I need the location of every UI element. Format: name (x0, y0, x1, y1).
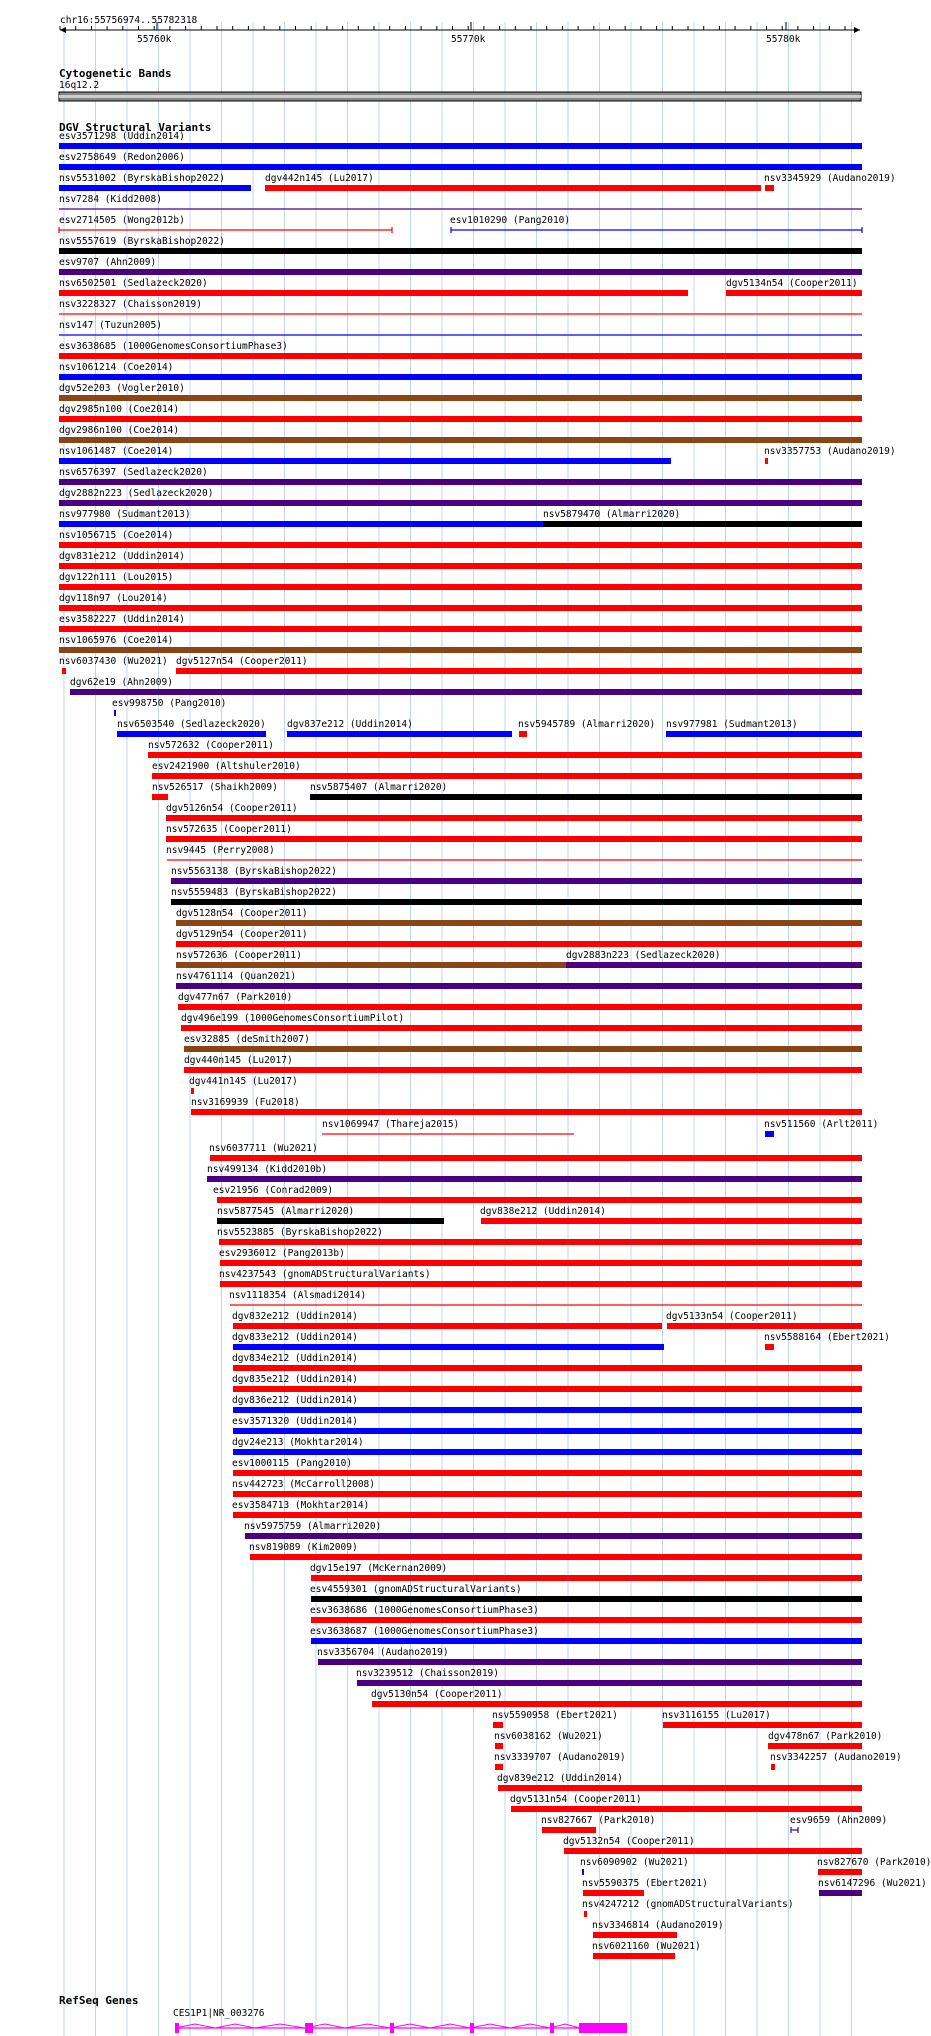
variant-bar[interactable] (217, 1197, 862, 1203)
variant-bar[interactable] (765, 1131, 774, 1137)
variant-label[interactable]: dgv441n145 (Lu2017) (189, 1076, 298, 1087)
variant-label[interactable]: dgv832e212 (Uddin2014) (232, 1311, 358, 1322)
variant-bar[interactable] (582, 1869, 584, 1875)
ruler-arrow-right (854, 27, 860, 33)
variant-label[interactable]: dgv835e212 (Uddin2014) (232, 1374, 358, 1385)
variant-bar[interactable] (542, 1827, 596, 1833)
variant-bar[interactable] (70, 689, 862, 695)
variant-bar[interactable] (311, 1596, 862, 1602)
variant-bar[interactable] (114, 710, 116, 716)
ruler-tick-label: 55770k (451, 34, 486, 45)
variant-bar[interactable] (171, 899, 862, 905)
variant-label[interactable]: esv3638687 (1000GenomesConsortiumPhase3) (310, 1626, 539, 1637)
variant-label[interactable]: dgv122n111 (Lou2015) (59, 572, 174, 583)
variant-label[interactable]: nsv511560 (Arlt2011) (764, 1119, 879, 1130)
dgv-title: DGV Structural Variants (59, 121, 212, 134)
ruler-arrow-left (60, 27, 66, 33)
variant-bar[interactable] (166, 815, 862, 821)
variant-label[interactable]: dgv477n67 (Park2010) (178, 992, 293, 1003)
variant-bar[interactable] (233, 1428, 862, 1434)
variant-label[interactable]: nsv3116155 (Lu2017) (662, 1710, 771, 1721)
variant-bar[interactable] (59, 374, 862, 380)
variant-bar[interactable] (233, 1407, 862, 1413)
variant-bar[interactable] (59, 626, 862, 632)
variant-bar[interactable] (233, 1323, 662, 1329)
variant-label[interactable]: dgv5127n54 (Cooper2011) (176, 656, 308, 667)
variant-label[interactable]: nsv1069947 (Thareja2015) (322, 1119, 460, 1130)
variant-label[interactable]: nsv3228327 (Chaisson2019) (59, 299, 202, 310)
variant-bar[interactable] (543, 521, 862, 527)
variant-bar[interactable] (59, 542, 862, 548)
variant-label[interactable]: dgv2985n100 (Coe2014) (59, 404, 180, 415)
variant-label[interactable]: esv3638685 (1000GenomesConsortiumPhase3) (59, 341, 288, 352)
gene-exon[interactable] (470, 2023, 474, 2033)
ruler-position: chr16:55756974..55782318 (60, 15, 198, 26)
variant-label[interactable]: nsv3356704 (Audano2019) (317, 1647, 449, 1658)
variant-bar[interactable] (584, 1911, 587, 1917)
variant-bar[interactable] (181, 1025, 862, 1031)
variant-bar[interactable] (62, 668, 66, 674)
variant-bar[interactable] (191, 1109, 862, 1115)
variant-label[interactable]: dgv5133n54 (Cooper2011) (666, 1311, 798, 1322)
variant-bar[interactable] (210, 1155, 862, 1161)
variant-label[interactable]: dgv5128n54 (Cooper2011) (176, 908, 308, 919)
variant-label[interactable]: nsv5875407 (Almarri2020) (310, 782, 448, 793)
variant-bar[interactable] (265, 185, 761, 191)
variant-bar[interactable] (59, 269, 862, 275)
variant-bar[interactable] (311, 1575, 862, 1581)
variant-bar[interactable] (771, 1764, 775, 1770)
variant-bar[interactable] (511, 1806, 862, 1812)
variant-bar[interactable] (178, 1004, 862, 1010)
variant-bar[interactable] (166, 836, 862, 842)
variant-label[interactable]: nsv1056715 (Coe2014) (59, 530, 174, 541)
variant-label[interactable]: nsv4761114 (Quan2021) (176, 971, 297, 982)
variant-label[interactable]: nsv3345929 (Audano2019) (764, 173, 896, 184)
variant-label[interactable]: nsv6502501 (Sedlazeck2020) (59, 278, 208, 289)
variant-bar[interactable] (245, 1533, 862, 1539)
variant-label[interactable]: nsv3357753 (Audano2019) (764, 446, 896, 457)
variant-label[interactable]: esv21956 (Conrad2009) (213, 1185, 334, 1196)
variant-label[interactable]: nsv4247212 (gnomADStructuralVariants) (582, 1899, 794, 1910)
variant-label[interactable]: dgv5129n54 (Cooper2011) (176, 929, 308, 940)
variant-bar[interactable] (59, 164, 862, 170)
variant-label[interactable]: nsv977981 (Sudmant2013) (666, 719, 798, 730)
variant-label[interactable]: esv2714505 (Wong2012b) (59, 215, 185, 226)
variant-label[interactable]: dgv478n67 (Park2010) (768, 1731, 883, 1742)
variant-label[interactable]: esv3571320 (Uddin2014) (232, 1416, 358, 1427)
variant-label[interactable]: dgv837e212 (Uddin2014) (287, 719, 413, 730)
gene-exon[interactable] (175, 2023, 179, 2033)
gene-exon[interactable] (579, 2023, 627, 2033)
variant-label[interactable]: nsv3342257 (Audano2019) (770, 1752, 902, 1763)
variant-label[interactable]: dgv496e199 (1000GenomesConsortiumPilot) (181, 1013, 405, 1024)
variant-label[interactable]: nsv827670 (Park2010) (817, 1857, 931, 1868)
variant-label[interactable]: nsv499134 (Kidd2010b) (207, 1164, 328, 1175)
gene-exon[interactable] (390, 2023, 394, 2033)
variant-bar[interactable] (220, 1281, 862, 1287)
variant-bar[interactable] (59, 353, 862, 359)
variant-bar[interactable] (311, 1617, 862, 1623)
variant-bar[interactable] (176, 983, 862, 989)
variant-label[interactable]: esv2758649 (Redon2006) (59, 152, 185, 163)
variant-bar[interactable] (495, 1764, 503, 1770)
variant-bar[interactable] (593, 1932, 677, 1938)
variant-label[interactable]: nsv5563138 (ByrskaBishop2022) (171, 866, 337, 877)
variant-label[interactable]: dgv24e213 (Mokhtar2014) (232, 1437, 364, 1448)
variant-bar[interactable] (191, 1088, 194, 1094)
variant-label[interactable]: nsv977980 (Sudmant2013) (59, 509, 191, 520)
variant-label[interactable]: nsv5877545 (Almarri2020) (217, 1206, 355, 1217)
variant-bar[interactable] (663, 1722, 862, 1728)
variant-bar[interactable] (493, 1722, 503, 1728)
variant-label[interactable]: nsv7284 (Kidd2008) (59, 194, 162, 205)
refseq-gene-label: CES1P1|NR_003276 (173, 2008, 265, 2019)
variant-bar[interactable] (498, 1785, 862, 1791)
refseq-title: RefSeq Genes (59, 1994, 139, 2007)
variant-label[interactable]: nsv6038162 (Wu2021) (494, 1731, 603, 1742)
variant-bar[interactable] (59, 500, 862, 506)
variant-label[interactable]: dgv5132n54 (Cooper2011) (563, 1836, 695, 1847)
gene-exon[interactable] (305, 2023, 313, 2033)
variant-label[interactable]: esv2936012 (Pang2013b) (219, 1248, 345, 1259)
variant-label[interactable]: nsv147 (Tuzun2005) (59, 320, 162, 331)
variant-bar[interactable] (59, 563, 862, 569)
variant-label[interactable]: nsv5945789 (Almarri2020) (518, 719, 656, 730)
variant-label[interactable]: dgv839e212 (Uddin2014) (497, 1773, 623, 1784)
cytoband-name: 16q12.2 (59, 80, 100, 91)
variant-label[interactable]: dgv62e19 (Ahn2009) (70, 677, 173, 688)
variant-bar[interactable] (220, 1260, 862, 1266)
variant-label[interactable]: esv9659 (Ahn2009) (790, 1815, 888, 1826)
variant-bar[interactable] (818, 1869, 862, 1875)
variant-label[interactable]: dgv831e212 (Uddin2014) (59, 551, 185, 562)
variant-label[interactable]: nsv1118354 (Alsmadi2014) (229, 1290, 367, 1301)
variant-bar[interactable] (666, 731, 862, 737)
variant-label[interactable]: esv3638686 (1000GenomesConsortiumPhase3) (310, 1605, 539, 1616)
variant-label[interactable]: nsv572636 (Cooper2011) (176, 950, 302, 961)
variant-label[interactable]: nsv5590375 (Ebert2021) (582, 1878, 708, 1889)
variant-bar[interactable] (171, 878, 862, 884)
variant-bar[interactable] (59, 605, 862, 611)
variant-bar[interactable] (59, 185, 251, 191)
variant-label[interactable]: dgv833e212 (Uddin2014) (232, 1332, 358, 1343)
variant-label[interactable]: nsv572632 (Cooper2011) (148, 740, 274, 751)
variant-label[interactable]: nsv5590958 (Ebert2021) (492, 1710, 618, 1721)
variant-label[interactable]: nsv6037711 (Wu2021) (209, 1143, 318, 1154)
variant-label[interactable]: esv2421900 (Altshuler2010) (152, 761, 301, 772)
variant-bar[interactable] (233, 1512, 862, 1518)
variant-bar[interactable] (768, 1743, 862, 1749)
variant-label[interactable]: nsv5523885 (ByrskaBishop2022) (217, 1227, 383, 1238)
variant-label[interactable]: esv3584713 (Mokhtar2014) (232, 1500, 370, 1511)
variant-bar[interactable] (59, 437, 862, 443)
variant-label[interactable]: nsv3169939 (Fu2018) (191, 1097, 300, 1108)
variant-bar[interactable] (593, 1953, 675, 1959)
variant-bar[interactable] (819, 1890, 862, 1896)
variant-label[interactable]: dgv5134n54 (Cooper2011) (726, 278, 858, 289)
variant-label[interactable]: esv3571298 (Uddin2014) (59, 131, 185, 142)
variant-label[interactable]: nsv6037430 (Wu2021) (59, 656, 168, 667)
variant-label[interactable]: nsv819089 (Kim2009) (249, 1542, 358, 1553)
variant-label[interactable]: dgv118n97 (Lou2014) (59, 593, 168, 604)
variant-label[interactable]: nsv6576397 (Sedlazeck2020) (59, 467, 208, 478)
variant-label[interactable]: esv998750 (Pang2010) (112, 698, 227, 709)
variant-label[interactable]: dgv15e197 (McKernan2009) (310, 1563, 448, 1574)
variant-bar[interactable] (59, 521, 543, 527)
variant-bar[interactable] (152, 794, 168, 800)
variant-label[interactable]: nsv4237543 (gnomADStructuralVariants) (219, 1269, 431, 1280)
variant-label[interactable]: nsv5531002 (ByrskaBishop2022) (59, 173, 225, 184)
variant-bar[interactable] (287, 731, 512, 737)
variant-bar[interactable] (310, 794, 862, 800)
variant-label[interactable]: nsv1061487 (Coe2014) (59, 446, 174, 457)
variant-label[interactable]: dgv5131n54 (Cooper2011) (510, 1794, 642, 1805)
variant-bar[interactable] (59, 647, 862, 653)
variant-bar[interactable] (176, 962, 566, 968)
variant-label[interactable]: dgv440n145 (Lu2017) (184, 1055, 293, 1066)
ruler-tick-label: 55760k (137, 34, 172, 45)
variant-label[interactable]: esv9707 (Ahn2009) (59, 257, 157, 268)
variant-bar[interactable] (233, 1344, 664, 1350)
variant-label[interactable]: nsv3339707 (Audano2019) (494, 1752, 626, 1763)
variant-bar[interactable] (233, 1365, 862, 1371)
variant-label[interactable]: nsv827667 (Park2010) (541, 1815, 656, 1826)
variant-bar[interactable] (152, 773, 862, 779)
variant-label[interactable]: dgv838e212 (Uddin2014) (480, 1206, 606, 1217)
variant-label[interactable]: nsv526517 (Shaikh2009) (152, 782, 278, 793)
variant-label[interactable]: dgv5130n54 (Cooper2011) (371, 1689, 503, 1700)
variant-label[interactable]: nsv572635 (Cooper2011) (166, 824, 292, 835)
variant-label[interactable]: nsv3346814 (Audano2019) (592, 1920, 724, 1931)
variant-bar[interactable] (481, 1218, 862, 1224)
variant-label[interactable]: esv32885 (deSmith2007) (184, 1034, 310, 1045)
variant-bar[interactable] (250, 1554, 862, 1560)
variant-label[interactable]: dgv834e212 (Uddin2014) (232, 1353, 358, 1364)
variant-bar[interactable] (667, 1323, 862, 1329)
variant-label[interactable]: dgv836e212 (Uddin2014) (232, 1395, 358, 1406)
variant-bar[interactable] (176, 668, 862, 674)
ruler-tick-label: 55780k (766, 34, 801, 45)
variant-bar[interactable] (207, 1176, 862, 1182)
variant-label[interactable]: dgv2882n223 (Sedlazeck2020) (59, 488, 214, 499)
variant-label[interactable]: nsv5559483 (ByrskaBishop2022) (171, 887, 337, 898)
variant-bar[interactable] (495, 1743, 503, 1749)
variant-label[interactable]: dgv2883n223 (Sedlazeck2020) (566, 950, 721, 961)
variant-bar[interactable] (357, 1680, 862, 1686)
variant-label[interactable]: esv1010290 (Pang2010) (450, 215, 571, 226)
variant-bar[interactable] (564, 1848, 862, 1854)
variant-bar[interactable] (184, 1046, 862, 1052)
variant-label[interactable]: nsv6503540 (Sedlazeck2020) (117, 719, 266, 730)
variant-bar[interactable] (318, 1659, 862, 1665)
variant-bar[interactable] (765, 185, 774, 191)
variant-bar[interactable] (233, 1449, 862, 1455)
variant-label[interactable]: nsv9445 (Perry2008) (166, 845, 275, 856)
variant-bar[interactable] (233, 1386, 862, 1392)
variant-label[interactable]: dgv442n145 (Lu2017) (265, 173, 374, 184)
variant-label[interactable]: nsv5557619 (ByrskaBishop2022) (59, 236, 225, 247)
gene-exon[interactable] (550, 2023, 554, 2033)
variant-bar[interactable] (59, 458, 671, 464)
variant-label[interactable]: nsv1061214 (Coe2014) (59, 362, 174, 373)
variant-bar[interactable] (765, 1344, 774, 1350)
variant-label[interactable]: nsv5879470 (Almarri2020) (543, 509, 681, 520)
variant-bar[interactable] (217, 1218, 444, 1224)
variant-label[interactable]: nsv442723 (McCarroll2008) (232, 1479, 375, 1490)
variant-label[interactable]: esv1000115 (Pang2010) (232, 1458, 353, 1469)
variant-label[interactable]: nsv5588164 (Ebert2021) (764, 1332, 890, 1343)
variant-bar[interactable] (583, 1890, 644, 1896)
variant-bar[interactable] (726, 290, 862, 296)
variant-bar[interactable] (59, 290, 688, 296)
variant-bar[interactable] (372, 1701, 862, 1707)
variant-label[interactable]: esv3582227 (Uddin2014) (59, 614, 185, 625)
variant-bar[interactable] (117, 731, 266, 737)
variant-label[interactable]: dgv5126n54 (Cooper2011) (166, 803, 298, 814)
variant-bar[interactable] (176, 941, 862, 947)
variant-label[interactable]: dgv2986n100 (Coe2014) (59, 425, 180, 436)
variant-bar[interactable] (184, 1067, 862, 1073)
variant-bar[interactable] (59, 395, 862, 401)
variant-bar[interactable] (311, 1638, 862, 1644)
variant-bar[interactable] (59, 416, 862, 422)
variant-bar[interactable] (176, 920, 862, 926)
variant-bar[interactable] (765, 458, 768, 464)
variant-bar[interactable] (148, 752, 862, 758)
cytoband-band-stripe (59, 95, 861, 98)
variant-bar[interactable] (219, 1239, 862, 1245)
variant-bar[interactable] (59, 479, 862, 485)
variant-label[interactable]: nsv6090902 (Wu2021) (580, 1857, 689, 1868)
variant-label[interactable]: nsv5975759 (Almarri2020) (244, 1521, 382, 1532)
variant-bar[interactable] (233, 1470, 862, 1476)
variant-bar[interactable] (59, 248, 862, 254)
cytoband-title: Cytogenetic Bands (59, 67, 172, 80)
variant-bar[interactable] (233, 1491, 862, 1497)
variant-label[interactable]: dgv52e203 (Vogler2010) (59, 383, 185, 394)
variant-bar[interactable] (519, 731, 527, 737)
variant-label[interactable]: esv4559301 (gnomADStructuralVariants) (310, 1584, 522, 1595)
variant-bar[interactable] (59, 584, 862, 590)
variant-label[interactable]: nsv3239512 (Chaisson2019) (356, 1668, 499, 1679)
variant-bar[interactable] (566, 962, 862, 968)
variant-label[interactable]: nsv6021160 (Wu2021) (592, 1941, 701, 1952)
variant-label[interactable]: nsv1065976 (Coe2014) (59, 635, 174, 646)
variant-bar[interactable] (59, 143, 862, 149)
variant-label[interactable]: nsv6147296 (Wu2021) (818, 1878, 927, 1889)
